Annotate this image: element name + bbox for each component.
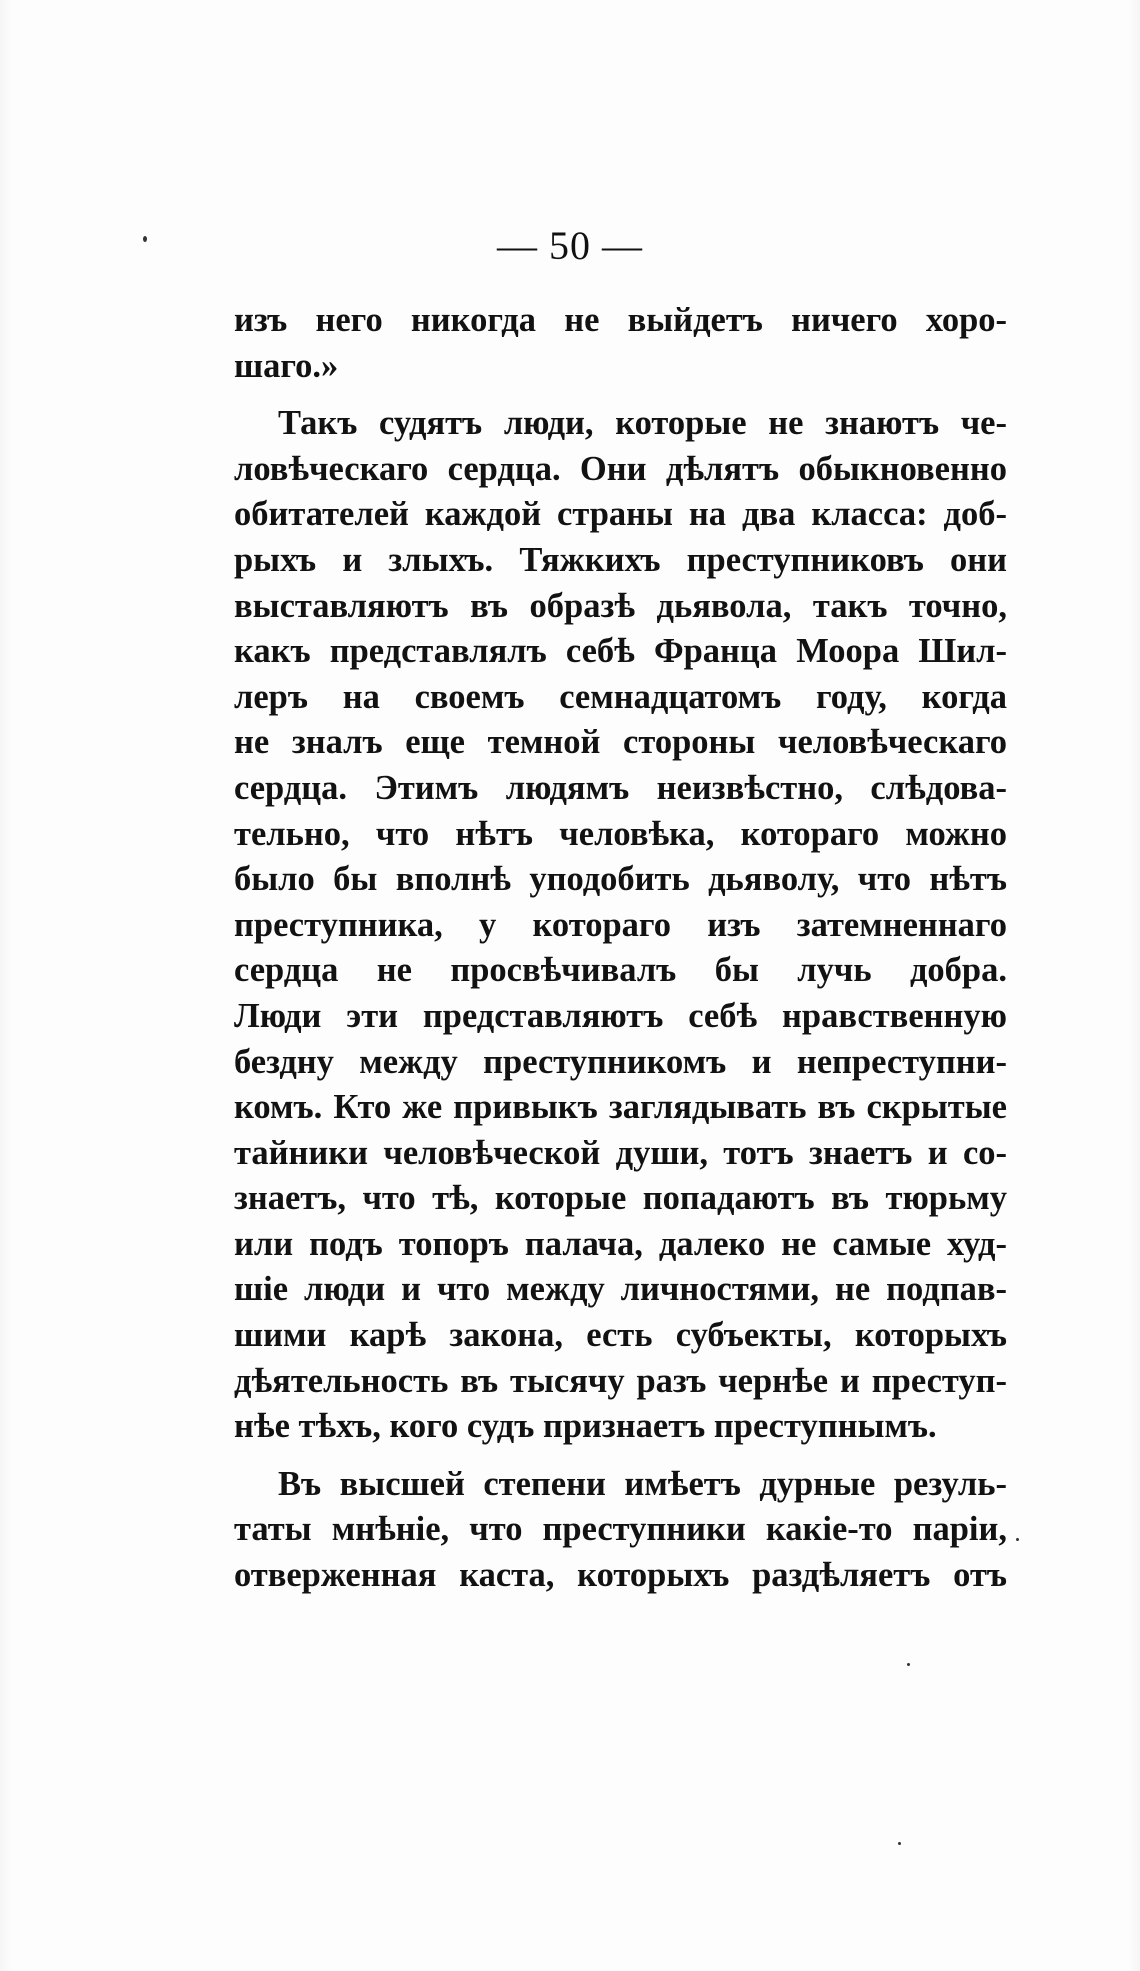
text-line: рыхъ и злыхъ. Тяжкихъ преступниковъ они <box>234 540 1007 579</box>
text-line: нѣе тѣхъ, кого судъ признаетъ преступнымъ. <box>234 1407 937 1446</box>
text-line: дѣятельность въ тысячу разъ чернѣе и преступ- <box>234 1361 1007 1400</box>
scan-edge-right <box>1128 0 1140 1971</box>
text-line: таты мнѣніе, что преступники какіе-то паріи, <box>234 1510 1007 1549</box>
text-line: какъ представлялъ себѣ Франца Моора Шил- <box>234 632 1007 671</box>
page-number: — 50 — <box>497 223 643 268</box>
paragraph <box>234 1462 1007 1599</box>
text-line: Такъ судятъ люди, которые не знаютъ че- <box>278 404 1007 443</box>
text-line: шаго.» <box>234 346 339 385</box>
text-line: Въ высшей степени имѣетъ дурные резуль- <box>278 1464 1007 1503</box>
text-line: сердца не просвѣчивалъ бы лучь добра. <box>234 951 1007 990</box>
scan-speck <box>1016 1538 1019 1541</box>
text-line: отверженная каста, которыхъ раздѣляетъ отъ <box>234 1556 1007 1595</box>
text-line: было бы вполнѣ уподобить дьяволу, что нѣтъ <box>234 860 1007 899</box>
text-line: комъ. Кто же привыкъ заглядывать въ скрытые <box>234 1088 1007 1127</box>
text-line: тайники человѣческой души, тотъ знаетъ и со- <box>234 1133 1007 1172</box>
scan-edge-left <box>0 0 12 1971</box>
text-line: преступника, у котораго изъ затемненнаго <box>234 905 1007 944</box>
body-text <box>234 298 1007 1599</box>
text-line: ловѣческаго сердца. Они дѣлятъ обыкновенно <box>234 449 1007 488</box>
text-line: знаетъ, что тѣ, которые попадаютъ въ тюрьму <box>234 1179 1007 1218</box>
text-line: или подъ топоръ палача, далеко не самые худ- <box>234 1224 1007 1263</box>
scan-speck <box>143 236 147 242</box>
text-line: обитателей каждой страны на два класса: доб- <box>234 495 1007 534</box>
paragraph <box>234 401 1007 1450</box>
scan-speck <box>898 1842 901 1845</box>
text-line: сердца. Этимъ людямъ неизвѣстно, слѣдова- <box>234 768 1007 807</box>
text-line: выставляютъ въ образѣ дьявола, такъ точно, <box>234 586 1007 625</box>
paragraph <box>234 298 1007 389</box>
text-line: изъ него никогда не выйдетъ ничего хоро- <box>234 301 1007 339</box>
scan-speck <box>907 1663 910 1666</box>
text-line: Люди эти представляютъ себѣ нравственную <box>234 996 1007 1035</box>
text-line: тельно, что нѣтъ человѣка, котораго можно <box>234 814 1007 853</box>
text-line: бездну между преступникомъ и непреступни- <box>234 1042 1007 1081</box>
text-line: не зналъ еще темной стороны человѣческаго <box>234 723 1007 762</box>
text-line: шіе люди и что между личностями, не подпав- <box>234 1270 1007 1309</box>
paragraph-gap <box>234 389 1007 401</box>
text-line: леръ на своемъ семнадцатомъ году, когда <box>234 677 1007 716</box>
paragraph-gap <box>234 1450 1007 1462</box>
text-line: шими карѣ закона, есть субъекты, которыхъ <box>234 1316 1007 1355</box>
